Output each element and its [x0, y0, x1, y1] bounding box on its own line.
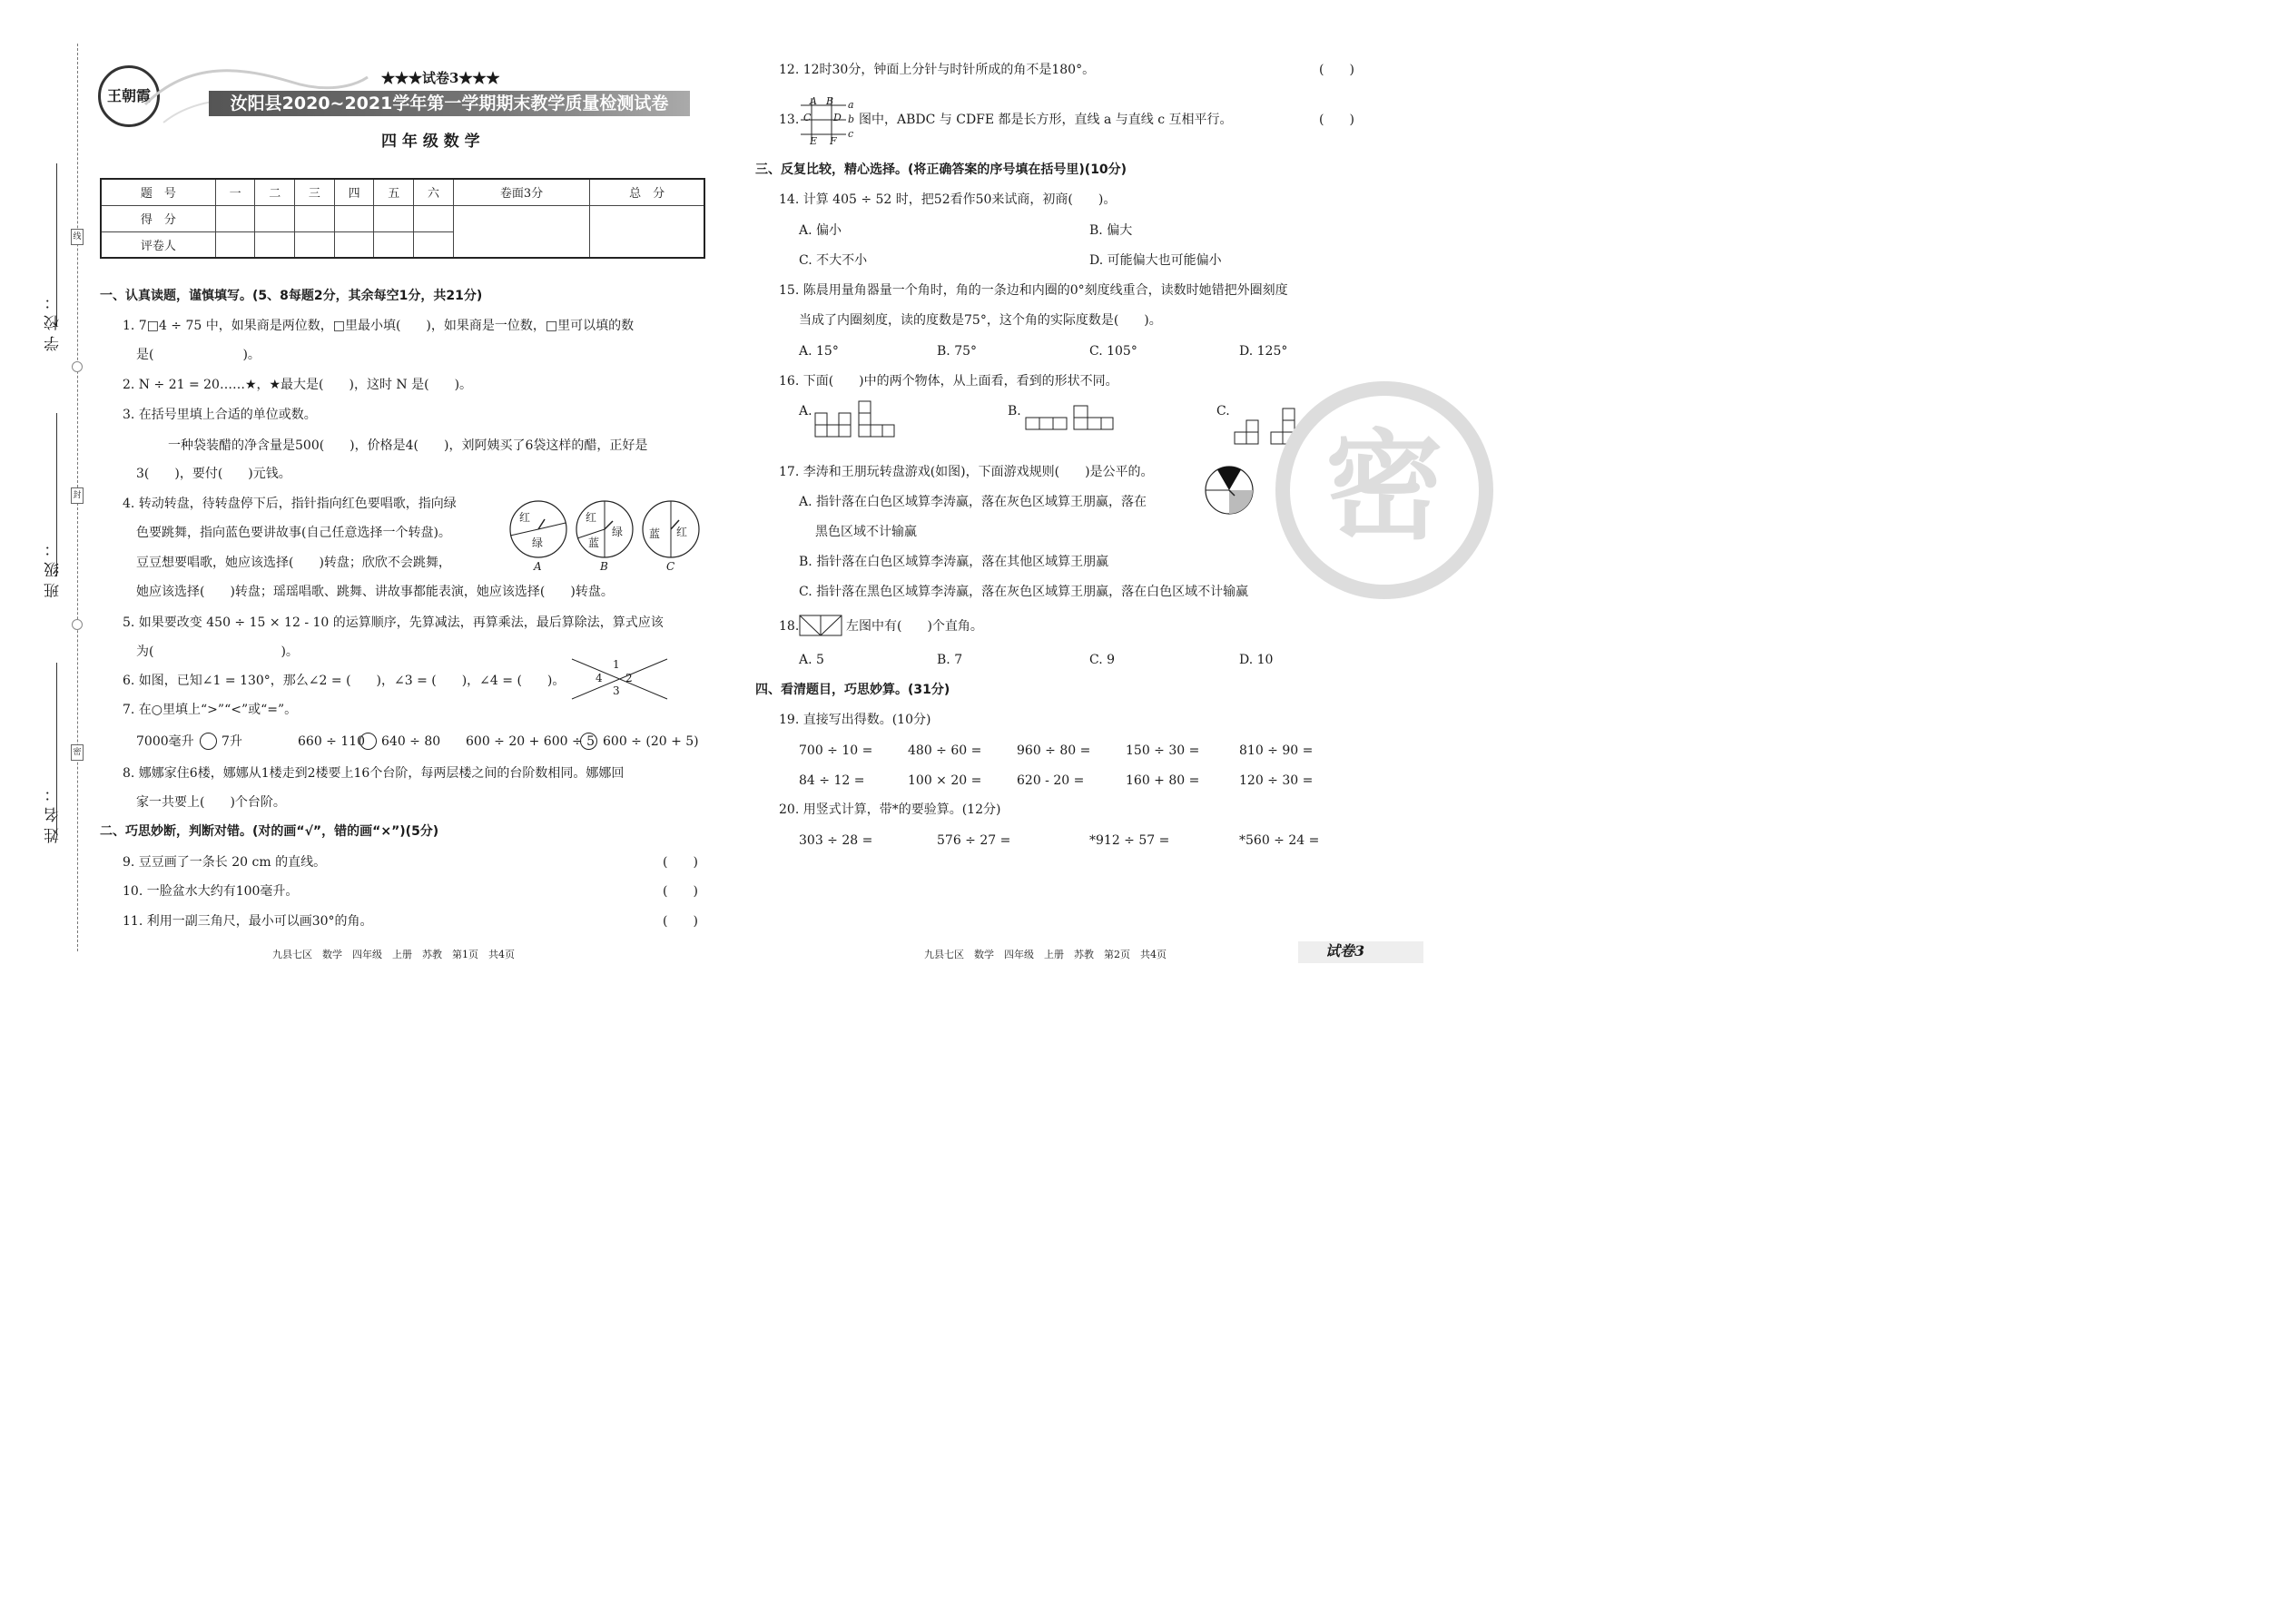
spinner-label-c: C: [666, 560, 675, 573]
footer-left: 九县七区 数学 四年级 上册 苏教 第1页 共4页: [272, 949, 515, 960]
question-4-line4: 她应该选择( )转盘；瑶瑶唱歌、跳舞、讲故事都能表演，她应该选择( )转盘。: [136, 585, 614, 599]
compare-8-left: 660 ÷ 110: [298, 734, 366, 749]
option-15-b[interactable]: B. 75°: [937, 344, 978, 359]
score-input-cell[interactable]: [255, 231, 295, 258]
score-header-cell: 卷面3分: [453, 179, 589, 205]
question-20: 20. 用竖式计算，带*的要验算。(12分): [779, 802, 1001, 817]
score-table: [100, 178, 705, 259]
figure-label-D: D: [833, 112, 842, 123]
figure-label-B: B: [826, 95, 834, 107]
score-header-cell: 二: [255, 179, 295, 205]
mental-math-item: 700 ÷ 10 =: [799, 743, 873, 758]
score-input-cell[interactable]: [295, 205, 335, 231]
score-input-cell[interactable]: [590, 205, 704, 258]
spinner-a-green: 绿: [532, 536, 544, 549]
spinner-label-b: B: [600, 560, 608, 573]
question-3: 3. 在括号里填上合适的单位或数。: [123, 408, 317, 422]
question-5-line1: 5. 如果要改变 450 ÷ 15 × 12 - 10 的运算顺序，先算减法，再算乘法，最后算除法，算式应该: [123, 615, 664, 630]
compare-9-right: 600 ÷ (20 + 5): [603, 734, 699, 749]
score-header-cell: 一: [215, 179, 255, 205]
question-16: 16. 下面( )中的两个物体，从上面看，看到的形状不同。: [779, 374, 1118, 389]
mental-math-item: 960 ÷ 80 =: [1017, 743, 1091, 758]
question-9: 9. 豆豆画了一条长 20 cm 的直线。: [123, 855, 327, 870]
question-15-line1: 15. 陈晨用量角器量一个角时，角的一条边和内圈的0°刻度线重合，读数时她错把外圈刻度: [779, 283, 1288, 298]
score-header-cell: 总 分: [590, 179, 704, 205]
option-15-a[interactable]: A. 15°: [799, 344, 839, 359]
figure-label-C: C: [803, 112, 812, 123]
question-18-text: 左图中有( )个直角。: [846, 619, 983, 634]
angle-label-4: 4: [596, 672, 603, 684]
question-12: 12. 12时30分，钟面上分针与时针所成的角不是180°。: [779, 63, 1096, 77]
question-4-line3: 豆豆想要唱歌，她应该选择( )转盘；欣欣不会跳舞，: [136, 556, 451, 570]
answer-paren-9[interactable]: ( ): [663, 855, 698, 870]
question-14: 14. 计算 405 ÷ 52 时，把52看作50来试商，初商( )。: [779, 192, 1117, 207]
figure-label-F: F: [830, 135, 837, 147]
score-input-cell[interactable]: [374, 231, 414, 258]
compare-circle-input[interactable]: [580, 733, 597, 750]
score-header-cell: 三: [295, 179, 335, 205]
option-18-d[interactable]: D. 10: [1239, 653, 1274, 667]
series-label: ★★★试卷3★★★: [381, 70, 500, 86]
option-17-a-cont: 黑色区域不计输赢: [815, 525, 917, 539]
vertical-calc-item: 576 ÷ 27 =: [937, 833, 1011, 848]
question-5-line2: 为( )。: [136, 645, 299, 659]
vertical-calc-item: *912 ÷ 57 =: [1089, 833, 1170, 848]
option-14-b[interactable]: B. 偏大: [1089, 223, 1133, 238]
section2-title: 二、巧思妙断，判断对错。(对的画“√”，错的画“×”)(5分): [100, 824, 439, 839]
option-18-b[interactable]: B. 7: [937, 653, 963, 667]
game-spinner-figure: [1204, 465, 1255, 516]
question-17: 17. 李涛和王朋玩转盘游戏(如图)，下面游戏规则( )是公平的。: [779, 465, 1154, 479]
mental-math-item: 480 ÷ 60 =: [908, 743, 982, 758]
section1-title: 一、认真读题，谨慎填写。(5、8每题2分，其余每空1分，共21分): [100, 289, 483, 303]
cube-stack-figure-b: [1024, 399, 1115, 434]
figure-label-b: b: [848, 113, 855, 125]
option-17-b[interactable]: B. 指针落在白色区域算李涛赢，落在其他区域算王朋赢: [799, 555, 1109, 569]
option-18-a[interactable]: A. 5: [799, 653, 824, 667]
section3-title: 三、反复比较，精心选择。(将正确答案的序号填在括号里)(10分): [755, 162, 1127, 177]
score-input-cell[interactable]: [414, 231, 454, 258]
question-15-line2: 当成了内圈刻度，读的度数是75°，这个角的实际度数是( )。: [799, 313, 1162, 328]
question-2: 2. N ÷ 21 = 20……★，★最大是( )，这时 N 是( )。: [123, 378, 473, 392]
option-16-c[interactable]: C.: [1216, 404, 1230, 418]
answer-paren-10[interactable]: ( ): [663, 884, 698, 899]
compare-circle-input[interactable]: [200, 733, 217, 750]
answer-paren-11[interactable]: ( ): [663, 914, 698, 929]
question-19: 19. 直接写出得数。(10分): [779, 713, 931, 727]
question-13-text: 图中，ABDC 与 CDFE 都是长方形，直线 a 与直线 c 互相平行。: [859, 113, 1233, 127]
option-16-a[interactable]: A.: [799, 404, 812, 418]
mental-math-item: 150 ÷ 30 =: [1126, 743, 1200, 758]
spinner-c-red: 红: [676, 526, 688, 538]
score-header-cell: 六: [414, 179, 454, 205]
score-row-label: 评卷人: [101, 231, 215, 258]
right-angle-figure: [799, 615, 842, 636]
score-input-cell[interactable]: [374, 205, 414, 231]
watermark-seal: 密: [1275, 381, 1493, 599]
question-8-line2: 家一共要上( )个台阶。: [136, 795, 286, 810]
question-13-number: 13.: [779, 113, 800, 127]
question-4-line1: 4. 转动转盘，待转盘停下后，指针指向红色要唱歌，指向绿: [123, 497, 457, 511]
margin-mark-secret: 密: [71, 744, 84, 761]
margin-mark-seal: 封: [71, 487, 84, 504]
score-input-cell[interactable]: [215, 205, 255, 231]
footer-right: 九县七区 数学 四年级 上册 苏教 第2页 共4页: [924, 949, 1167, 960]
vertical-calc-item: *560 ÷ 24 =: [1239, 833, 1320, 848]
mental-math-item: 120 ÷ 30 =: [1239, 773, 1314, 788]
compare-9-left: 600 ÷ 20 + 600 ÷ 5: [466, 734, 596, 749]
spinner-a-red: 红: [519, 511, 531, 524]
answer-paren-12[interactable]: ( ): [1319, 63, 1354, 77]
mental-math-item: 84 ÷ 12 =: [799, 773, 865, 788]
score-input-cell[interactable]: [295, 231, 335, 258]
binding-knot-icon: [72, 361, 83, 372]
question-3-line2: 3( )，要付( )元钱。: [136, 467, 291, 481]
question-3-line1: 一种袋装醋的净含量是500( )，价格是4( )，刘阿姨买了6袋这样的醋，正好是: [168, 438, 648, 453]
option-14-c[interactable]: C. 不大不小: [799, 253, 868, 268]
question-6: 6. 如图，已知∠1 = 130°，那么∠2 = ( )，∠3 = ( )，∠4 = ( )。: [123, 674, 566, 688]
angle-label-1: 1: [613, 658, 620, 671]
mental-math-item: 160 + 80 =: [1126, 773, 1200, 788]
score-header-cell: 五: [374, 179, 414, 205]
spinner-b: [573, 497, 636, 561]
section4-title: 四、看清题目，巧思妙算。(31分): [755, 683, 950, 697]
question-1-line2: 是( )。: [136, 348, 261, 362]
score-input-cell[interactable]: [414, 205, 454, 231]
question-11: 11. 利用一副三角尺，最小可以画30°的角。: [123, 914, 373, 929]
spinner-b-red: 红: [586, 511, 597, 524]
cube-stack-figure-a: [813, 399, 901, 445]
name-label: 姓名：: [44, 781, 63, 843]
option-18-c[interactable]: C. 9: [1089, 653, 1116, 667]
score-header-cell: 题 号: [101, 179, 215, 205]
question-8-line1: 8. 娜娜家住6楼，娜娜从1楼走到2楼要上16个台阶，每两层楼之间的台阶数相同。娜娜回: [123, 766, 625, 781]
figure-label-a: a: [848, 99, 854, 111]
option-16-b[interactable]: B.: [1008, 404, 1021, 418]
option-17-c[interactable]: C. 指针落在黑色区域算李涛赢，落在灰色区域算王朋赢，落在白色区域不计输赢: [799, 585, 1249, 599]
question-4-line2: 色要跳舞，指向蓝色要讲故事(自己任意选择一个转盘)。: [136, 526, 451, 540]
mental-math-item: 100 × 20 =: [908, 773, 982, 788]
compare-8-right: 640 ÷ 80: [381, 734, 441, 749]
class-label: 班级：: [44, 536, 63, 598]
option-15-c[interactable]: C. 105°: [1089, 344, 1137, 359]
answer-paren-13[interactable]: ( ): [1319, 113, 1354, 127]
margin-mark-line: 线: [71, 229, 84, 245]
compare-7-right: 7升: [222, 734, 242, 749]
mental-math-item: 810 ÷ 90 =: [1239, 743, 1314, 758]
option-17-a[interactable]: A. 指针落在白色区域算李涛赢，落在灰色区域算王朋赢，落在: [799, 495, 1147, 509]
score-row-label: 得 分: [101, 205, 215, 231]
figure-label-c: c: [848, 128, 854, 140]
angle-label-3: 3: [613, 684, 620, 697]
spinner-c-blue: 蓝: [649, 527, 661, 540]
option-14-d[interactable]: D. 可能偏大也可能偏小: [1089, 253, 1222, 268]
school-label: 学校：: [44, 289, 63, 351]
figure-label-E: E: [810, 135, 818, 147]
question-18-number: 18.: [779, 619, 800, 634]
page-subtitle: 四 年 级 数 学: [381, 133, 480, 151]
compare-circle-input[interactable]: [359, 733, 377, 750]
score-input-cell[interactable]: [215, 231, 255, 258]
option-15-d[interactable]: D. 125°: [1239, 344, 1288, 359]
score-input-cell[interactable]: [255, 205, 295, 231]
compare-7-left: 7000毫升: [136, 734, 194, 749]
footer-tag: 试卷3: [1325, 942, 1365, 960]
score-input-cell[interactable]: [334, 205, 374, 231]
figure-label-A: A: [810, 95, 817, 107]
angle-label-2: 2: [625, 672, 633, 684]
exam-title: 汝阳县2020~2021学年第一学期期末教学质量检测试卷: [209, 91, 690, 116]
spinner-b-blue: 蓝: [588, 536, 600, 549]
question-10: 10. 一脸盆水大约有100毫升。: [123, 884, 299, 899]
brand-logo: 王朝霞: [98, 65, 160, 127]
score-header-cell: 四: [334, 179, 374, 205]
binding-knot-icon: [72, 619, 83, 630]
spinner-b-green: 绿: [612, 526, 624, 538]
score-input-cell[interactable]: [334, 231, 374, 258]
question-1-line1: 1. 7□4 ÷ 75 中，如果商是两位数，□里最小填( )，如果商是一位数，□里可以填的数: [123, 319, 635, 333]
vertical-calc-item: 303 ÷ 28 =: [799, 833, 873, 848]
score-input-cell[interactable]: [453, 205, 589, 258]
option-14-a[interactable]: A. 偏小: [799, 223, 842, 238]
question-7: 7. 在○里填上“>”“<”或“=”。: [123, 703, 298, 717]
spinner-label-a: A: [534, 560, 542, 573]
mental-math-item: 620 - 20 =: [1017, 773, 1085, 788]
